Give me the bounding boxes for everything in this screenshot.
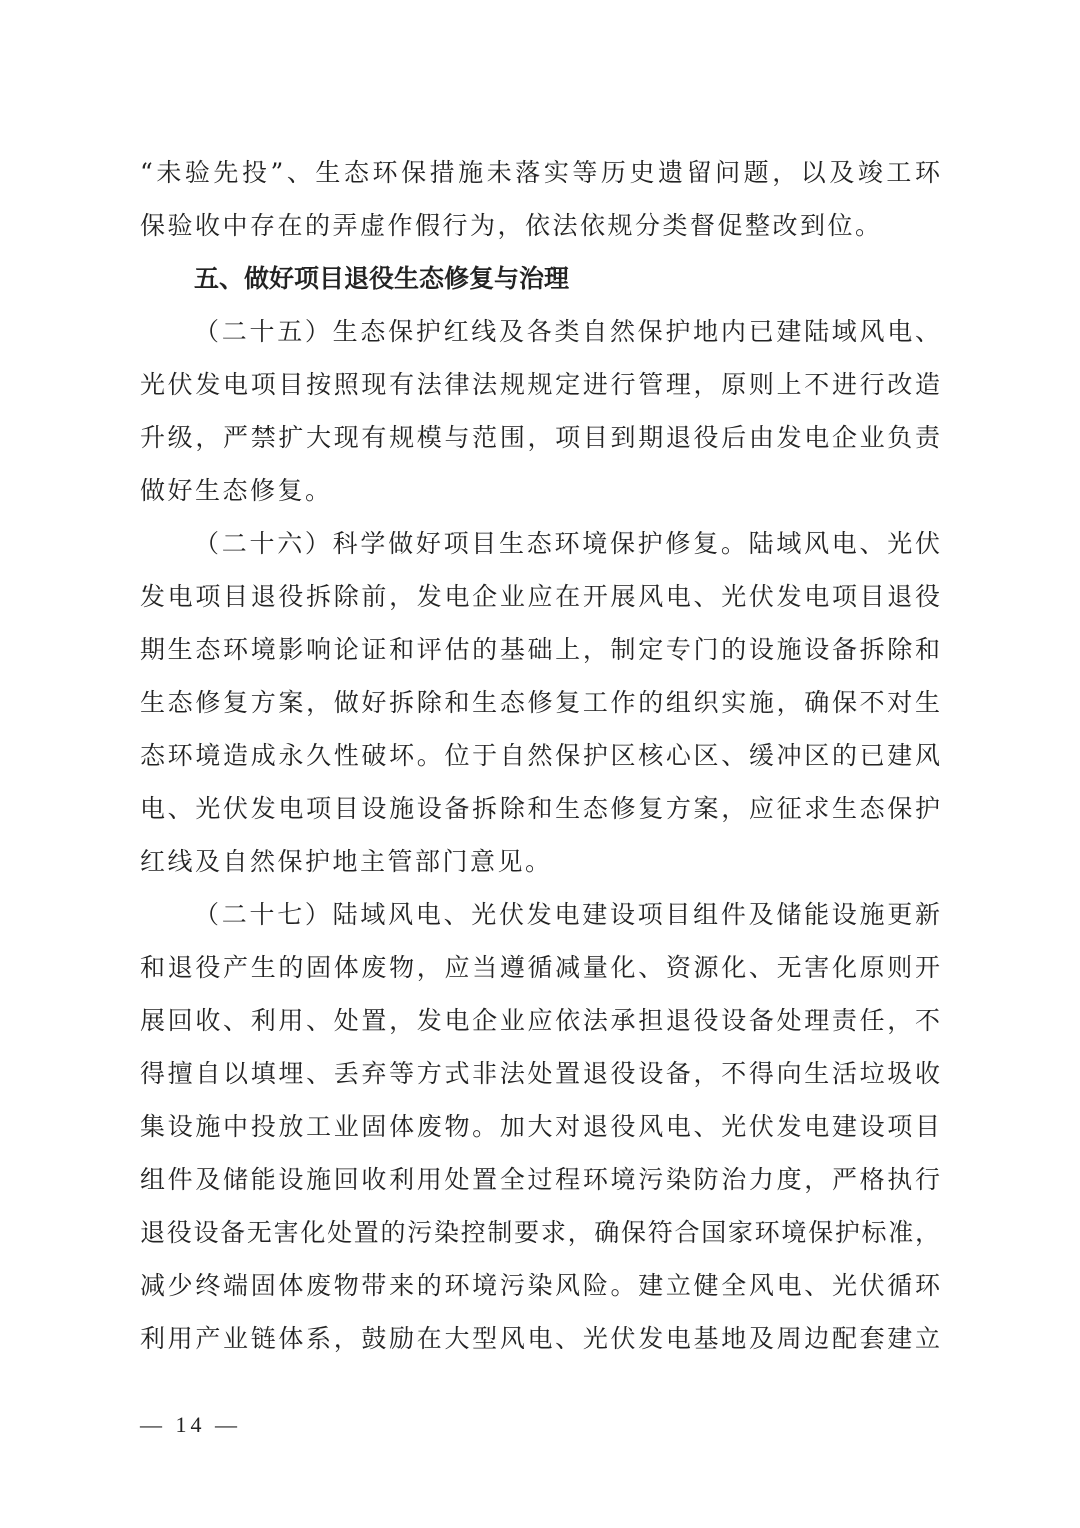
page-number: — 14 — bbox=[140, 1412, 241, 1437]
text-line: （二十七）陆域风电、光伏发电建设项目组件及储能设施更新 bbox=[194, 900, 940, 929]
text-line: 组件及储能设施回收利用处置全过程环境污染防治力度，严格执行 bbox=[140, 1165, 940, 1194]
text-line: 升级，严禁扩大现有规模与范围，项目到期退役后由发电企业负责 bbox=[140, 423, 940, 452]
text-line: 做好生态修复。 bbox=[140, 476, 333, 505]
text-line: 保验收中存在的弄虚作假行为，依法依规分类督促整改到位。 bbox=[140, 211, 883, 240]
text-line: 态环境造成永久性破坏。位于自然保护区核心区、缓冲区的已建风 bbox=[140, 741, 940, 770]
text-line: 利用产业链体系，鼓励在大型风电、光伏发电基地及周边配套建立 bbox=[140, 1324, 940, 1353]
text-line: （二十五）生态保护红线及各类自然保护地内已建陆域风电、 bbox=[194, 317, 940, 346]
text-line: 生态修复方案，做好拆除和生态修复工作的组织实施，确保不对生 bbox=[140, 688, 940, 717]
document-body bbox=[140, 146, 940, 1365]
text-line: 红线及自然保护地主管部门意见。 bbox=[140, 847, 553, 876]
text-line: 电、光伏发电项目设施设备拆除和生态修复方案，应征求生态保护 bbox=[140, 794, 940, 823]
text-line: 期生态环境影响论证和评估的基础上，制定专门的设施设备拆除和 bbox=[140, 635, 940, 664]
text-line: （二十六）科学做好项目生态环境保护修复。陆域风电、光伏 bbox=[194, 529, 940, 558]
text-line: “未验先投”、生态环保措施未落实等历史遗留问题，以及竣工环 bbox=[140, 158, 940, 187]
text-line: 和退役产生的固体废物，应当遵循减量化、资源化、无害化原则开 bbox=[140, 953, 940, 982]
text-line: 光伏发电项目按照现有法律法规规定进行管理，原则上不进行改造 bbox=[140, 370, 940, 399]
text-line: 集设施中投放工业固体废物。加大对退役风电、光伏发电建设项目 bbox=[140, 1112, 940, 1141]
text-line: 减少终端固体废物带来的环境污染风险。建立健全风电、光伏循环 bbox=[140, 1271, 940, 1300]
text-line: 退役设备无害化处置的污染控制要求，确保符合国家环境保护标准， bbox=[140, 1218, 940, 1247]
section-heading: 五、做好项目退役生态修复与治理 bbox=[194, 264, 570, 293]
text-line: 得擅自以填埋、丢弃等方式非法处置退役设备，不得向生活垃圾收 bbox=[140, 1059, 940, 1088]
text-line: 发电项目退役拆除前，发电企业应在开展风电、光伏发电项目退役 bbox=[140, 582, 940, 611]
text-line: 展回收、利用、处置，发电企业应依法承担退役设备处理责任，不 bbox=[140, 1006, 940, 1035]
